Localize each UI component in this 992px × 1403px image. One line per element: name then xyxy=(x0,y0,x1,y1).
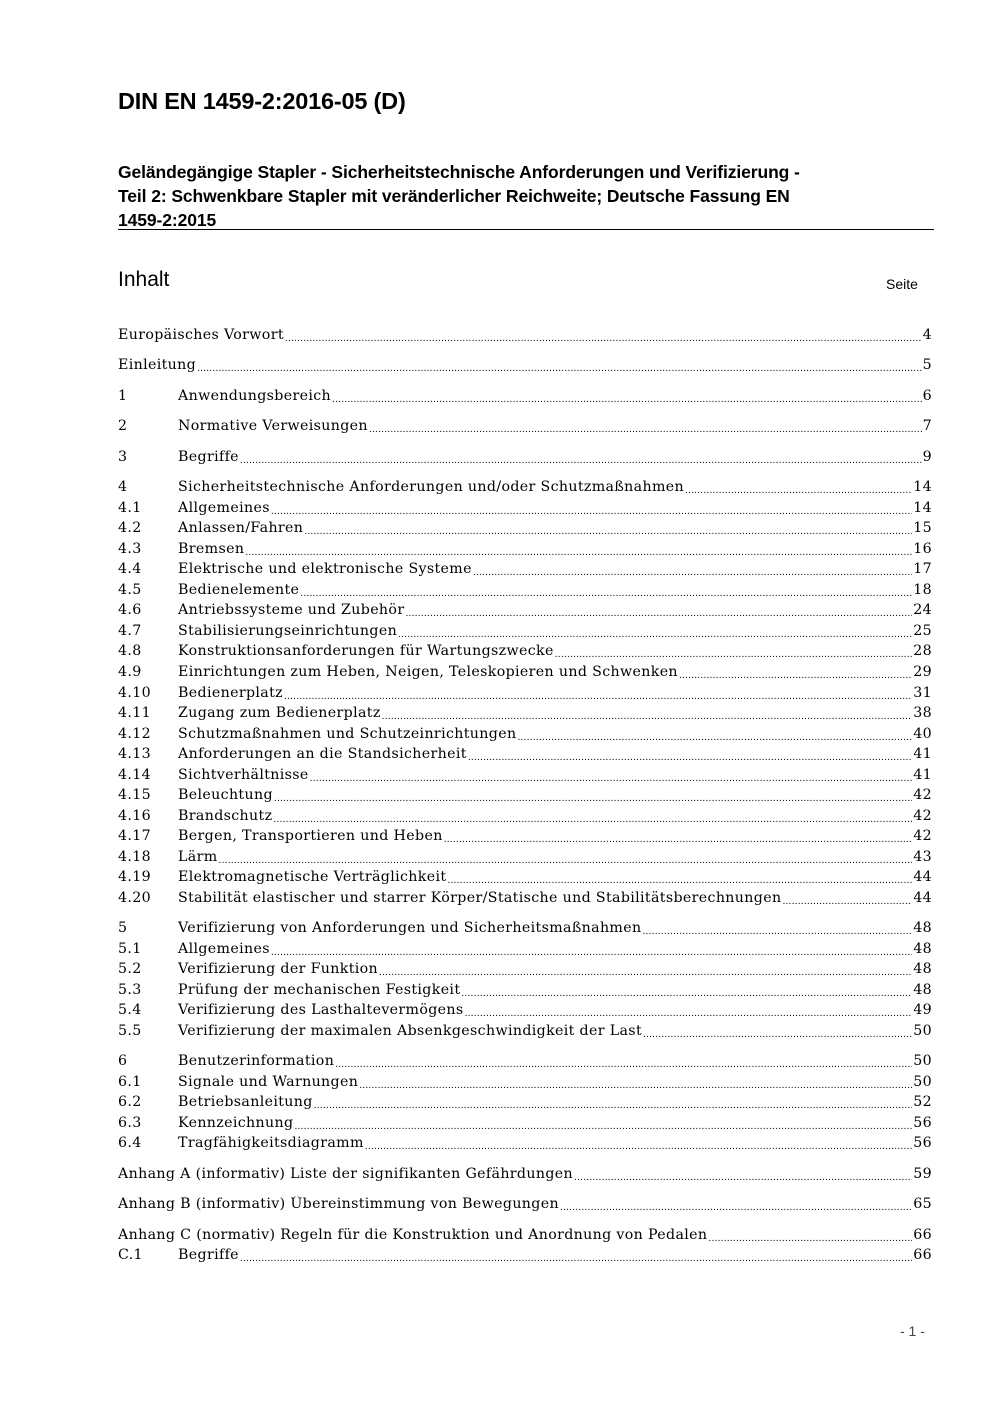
toc-dot-leader xyxy=(465,1004,913,1020)
toc-entry-title: Prüfung der mechanischen Festigkeit xyxy=(178,982,461,998)
toc-dot-leader xyxy=(461,984,912,1000)
toc-entry-title: Schutzmaßnahmen und Schutzeinrichtungen xyxy=(178,726,517,742)
toc-dot-leader xyxy=(708,1229,912,1245)
toc-entry-page: 42 xyxy=(913,787,932,803)
toc-entry[interactable] xyxy=(118,1227,932,1247)
toc-dot-leader xyxy=(679,666,912,682)
toc-entry-page: 43 xyxy=(913,849,932,865)
toc-entry-page: 29 xyxy=(913,664,932,680)
toc-entry-page: 9 xyxy=(922,449,932,465)
toc-entry[interactable] xyxy=(118,388,932,408)
toc-entry[interactable] xyxy=(118,828,932,848)
toc-dot-leader xyxy=(574,1168,912,1184)
toc-dot-leader xyxy=(398,625,912,641)
toc-entry-title: Betriebsanleitung xyxy=(178,1094,313,1110)
toc-entry-title: Bedienerplatz xyxy=(178,685,283,701)
toc-entry-number: 4.13 xyxy=(118,746,151,762)
document-title-line: 1459-2:2015 xyxy=(118,210,217,230)
toc-entry-page: 6 xyxy=(922,388,932,404)
toc-entry-title: Kennzeichnung xyxy=(178,1115,294,1131)
toc-dot-leader xyxy=(643,1025,912,1041)
toc-entry-page: 56 xyxy=(913,1135,932,1151)
toc-entry[interactable] xyxy=(118,1053,932,1073)
toc-dot-leader xyxy=(310,769,913,785)
toc-entry-title: Einleitung xyxy=(118,357,197,373)
toc-entry-title: Benutzerinformation xyxy=(178,1053,335,1069)
toc-entry-number: 6.4 xyxy=(118,1135,142,1151)
toc-entry[interactable] xyxy=(118,1166,932,1186)
toc-entry-page: 41 xyxy=(913,767,932,783)
toc-heading: Inhalt xyxy=(118,268,170,291)
toc-entry-number: 6.2 xyxy=(118,1094,142,1110)
toc-entry[interactable] xyxy=(118,920,932,940)
toc-dot-leader xyxy=(473,563,912,579)
toc-entry-title: Stabilität elastischer und starrer Körper/Statische und Stabilitätsberechnungen xyxy=(178,890,782,906)
toc-entry-title: Signale und Warnungen xyxy=(178,1074,359,1090)
toc-entry-title: Anhang B (informativ) Übereinstimmung von Bewegungen xyxy=(118,1196,559,1212)
toc-dot-leader xyxy=(555,645,912,661)
toc-dot-leader xyxy=(285,329,922,345)
toc-dot-leader xyxy=(468,748,912,764)
toc-dot-leader xyxy=(197,359,922,375)
footer-page-number: - 1 - xyxy=(900,1323,925,1339)
toc-page-column-label: Seite xyxy=(886,276,918,292)
toc-entry-title: Tragfähigkeitsdiagramm xyxy=(178,1135,364,1151)
toc-entry[interactable] xyxy=(118,767,932,787)
toc-entry-number: 4.8 xyxy=(118,643,142,659)
toc-entry-number: 4.9 xyxy=(118,664,142,680)
toc-entry[interactable] xyxy=(118,449,932,469)
toc-entry-title: Normative Verweisungen xyxy=(178,418,368,434)
toc-entry[interactable] xyxy=(118,961,932,981)
toc-dot-leader xyxy=(271,943,912,959)
toc-entry-page: 52 xyxy=(913,1094,932,1110)
toc-dot-leader xyxy=(517,728,912,744)
toc-dot-leader xyxy=(284,687,912,703)
toc-dot-leader xyxy=(685,481,912,497)
toc-entry[interactable] xyxy=(118,500,932,520)
toc-entry-page: 15 xyxy=(913,520,932,536)
toc-entry[interactable] xyxy=(118,1196,932,1216)
title-divider xyxy=(118,229,934,230)
toc-entry-title: Sicherheitstechnische Anforderungen und/oder Schutzmaßnahmen xyxy=(178,479,684,495)
toc-entry-page: 7 xyxy=(922,418,932,434)
toc-entry-page: 25 xyxy=(913,623,932,639)
toc-entry-number: 5.5 xyxy=(118,1023,142,1039)
toc-entry-number: 4.11 xyxy=(118,705,151,721)
toc-entry-number: 4.12 xyxy=(118,726,151,742)
toc-entry[interactable] xyxy=(118,1023,932,1043)
toc-entry-title: Antriebssysteme und Zubehör xyxy=(178,602,405,618)
toc-entry-page: 24 xyxy=(913,602,932,618)
toc-entry-title: Anhang A (informativ) Liste der signifikanten Gefährdungen xyxy=(118,1166,574,1182)
toc-dot-leader xyxy=(560,1198,912,1214)
toc-entry-page: 18 xyxy=(913,582,932,598)
toc-entry-number: 4.15 xyxy=(118,787,151,803)
toc-entry-page: 49 xyxy=(913,1002,932,1018)
toc-dot-leader xyxy=(274,789,912,805)
toc-entry-number: 2 xyxy=(118,418,128,434)
toc-entry-number: 4.10 xyxy=(118,685,151,701)
toc-dot-leader xyxy=(300,584,912,600)
toc-entry-page: 14 xyxy=(913,500,932,516)
toc-entry[interactable] xyxy=(118,941,932,961)
toc-entry-page: 14 xyxy=(913,479,932,495)
toc-entry-page: 28 xyxy=(913,643,932,659)
toc-entry[interactable] xyxy=(118,561,932,581)
toc-entry[interactable] xyxy=(118,1115,932,1135)
toc-entry[interactable] xyxy=(118,582,932,602)
toc-dot-leader xyxy=(240,1249,912,1265)
toc-entry-number: 4.1 xyxy=(118,500,142,516)
toc-entry-title: Beleuchtung xyxy=(178,787,273,803)
toc-dot-leader xyxy=(245,543,912,559)
toc-entry-page: 17 xyxy=(913,561,932,577)
toc-dot-leader xyxy=(219,851,913,867)
toc-dot-leader xyxy=(369,420,922,436)
toc-dot-leader xyxy=(444,830,913,846)
toc-entry-number: 5.1 xyxy=(118,941,142,957)
toc-entry-title: Brandschutz xyxy=(178,808,273,824)
toc-entry-title: Allgemeines xyxy=(178,500,270,516)
toc-entry[interactable] xyxy=(118,1135,932,1155)
toc-entry-number: 4.4 xyxy=(118,561,142,577)
toc-entry-title: Konstruktionsanforderungen für Wartungszwecke xyxy=(178,643,554,659)
toc-entry-number: 3 xyxy=(118,449,128,465)
toc-dot-leader xyxy=(314,1096,913,1112)
toc-entry-title: Anhang C (normativ) Regeln für die Konstruktion und Anordnung von Pedalen xyxy=(118,1227,708,1243)
toc-entry-title: Verifizierung der maximalen Absenkgeschwindigkeit der Last xyxy=(178,1023,642,1039)
toc-entry-page: 48 xyxy=(913,961,932,977)
toc-entry-title: Anforderungen an die Standsicherheit xyxy=(178,746,467,762)
toc-entry[interactable] xyxy=(118,479,932,499)
toc-entry-title: Bergen, Transportieren und Heben xyxy=(178,828,443,844)
toc-entry-title: Elektromagnetische Verträglichkeit xyxy=(178,869,447,885)
toc-entry-page: 4 xyxy=(922,327,932,343)
toc-entry-number: 4.20 xyxy=(118,890,151,906)
toc-entry-title: Lärm xyxy=(178,849,218,865)
toc-entry[interactable] xyxy=(118,849,932,869)
toc-entry[interactable] xyxy=(118,1002,932,1022)
toc-entry[interactable] xyxy=(118,327,932,347)
toc-entry-number: 4.7 xyxy=(118,623,142,639)
toc-entry[interactable] xyxy=(118,1074,932,1094)
toc-entry-title: Begriffe xyxy=(178,1247,239,1263)
toc-entry-page: 50 xyxy=(913,1074,932,1090)
toc-entry-number: 6.1 xyxy=(118,1074,142,1090)
toc-entry-title: Anlassen/Fahren xyxy=(178,520,304,536)
toc-entry-number: 6 xyxy=(118,1053,128,1069)
toc-entry[interactable] xyxy=(118,787,932,807)
toc-dot-leader xyxy=(332,390,922,406)
toc-entry-page: 41 xyxy=(913,746,932,762)
toc-entry-number: 4.5 xyxy=(118,582,142,598)
toc-entry[interactable] xyxy=(118,869,932,889)
toc-entry-page: 66 xyxy=(913,1227,932,1243)
toc-entry[interactable] xyxy=(118,890,932,910)
toc-entry[interactable] xyxy=(118,808,932,828)
toc-entry-number: 4.2 xyxy=(118,520,142,536)
toc-entry-title: Verifizierung des Lasthaltevermögens xyxy=(178,1002,464,1018)
toc-entry[interactable] xyxy=(118,1247,932,1267)
toc-dot-leader xyxy=(271,502,912,518)
toc-entry-title: Begriffe xyxy=(178,449,239,465)
toc-dot-leader xyxy=(782,892,912,908)
toc-dot-leader xyxy=(365,1137,912,1153)
toc-entry-page: 42 xyxy=(913,808,932,824)
toc-entry-number: 4.3 xyxy=(118,541,142,557)
toc-dot-leader xyxy=(294,1117,912,1133)
toc-dot-leader xyxy=(359,1076,912,1092)
toc-entry-title: Sichtverhältnisse xyxy=(178,767,309,783)
toc-entry-number: 4.14 xyxy=(118,767,151,783)
toc-dot-leader xyxy=(273,810,912,826)
toc-entry[interactable] xyxy=(118,418,932,438)
toc-entry-title: Europäisches Vorwort xyxy=(118,327,284,343)
toc-entry-number: 4.19 xyxy=(118,869,151,885)
toc-entry[interactable] xyxy=(118,1094,932,1114)
toc-entry-number: 4.6 xyxy=(118,602,142,618)
toc-entry-page: 44 xyxy=(913,869,932,885)
document-title xyxy=(118,160,938,232)
toc-entry[interactable] xyxy=(118,520,932,540)
toc-entry-title: Allgemeines xyxy=(178,941,270,957)
toc-entry-title: Einrichtungen zum Heben, Neigen, Teleskopieren und Schwenken xyxy=(178,664,678,680)
toc-entry-page: 50 xyxy=(913,1023,932,1039)
toc-entry[interactable] xyxy=(118,982,932,1002)
toc-entry-number: 1 xyxy=(118,388,128,404)
toc-entry-number: 6.3 xyxy=(118,1115,142,1131)
toc-entry-page: 42 xyxy=(913,828,932,844)
toc-entry-title: Verifizierung von Anforderungen und Sicherheitsmaßnahmen xyxy=(178,920,642,936)
toc-entry-number: C.1 xyxy=(118,1247,143,1263)
toc-entry-title: Stabilisierungseinrichtungen xyxy=(178,623,398,639)
toc-entry-page: 48 xyxy=(913,941,932,957)
document-title-line: Geländegängige Stapler - Sicherheitstechnische Anforderungen und Verifizierung - xyxy=(118,162,800,182)
toc-entry-number: 5.4 xyxy=(118,1002,142,1018)
toc-entry-number: 4.16 xyxy=(118,808,151,824)
toc-entry-page: 66 xyxy=(913,1247,932,1263)
toc-entry[interactable] xyxy=(118,664,932,684)
toc-entry[interactable] xyxy=(118,602,932,622)
toc-dot-leader xyxy=(642,922,912,938)
toc-entry-page: 31 xyxy=(913,685,932,701)
toc-entry-title: Anwendungsbereich xyxy=(178,388,332,404)
toc-entry-page: 48 xyxy=(913,982,932,998)
toc-entry[interactable] xyxy=(118,685,932,705)
document-title-line: Teil 2: Schwenkbare Stapler mit veränderlicher Reichweite; Deutsche Fassung EN xyxy=(118,186,790,206)
toc-entry[interactable] xyxy=(118,357,932,377)
toc-entry-title: Bedienelemente xyxy=(178,582,300,598)
toc-entry[interactable] xyxy=(118,541,932,561)
toc-entry-page: 59 xyxy=(913,1166,932,1182)
toc-entry-page: 56 xyxy=(913,1115,932,1131)
toc-dot-leader xyxy=(447,871,912,887)
toc-entry-number: 4.17 xyxy=(118,828,151,844)
toc-entry-number: 5 xyxy=(118,920,128,936)
toc-entry-page: 16 xyxy=(913,541,932,557)
toc-entry-title: Bremsen xyxy=(178,541,245,557)
toc-entry-title: Verifizierung der Funktion xyxy=(178,961,379,977)
toc-entry-title: Zugang zum Bedienerplatz xyxy=(178,705,381,721)
toc-dot-leader xyxy=(405,604,912,620)
toc-dot-leader xyxy=(240,451,922,467)
toc-entry-page: 65 xyxy=(913,1196,932,1212)
toc-entry-number: 5.3 xyxy=(118,982,142,998)
toc-entry-number: 4 xyxy=(118,479,128,495)
toc-entry-page: 44 xyxy=(913,890,932,906)
document-id: DIN EN 1459-2:2016-05 (D) xyxy=(118,88,406,114)
toc-entry[interactable] xyxy=(118,623,932,643)
toc-entry-title: Elektrische und elektronische Systeme xyxy=(178,561,472,577)
toc-dot-leader xyxy=(382,707,913,723)
toc-entry[interactable] xyxy=(118,705,932,725)
toc-dot-leader xyxy=(335,1055,912,1071)
toc-entry[interactable] xyxy=(118,643,932,663)
toc-entry[interactable] xyxy=(118,726,932,746)
toc-entry-number: 5.2 xyxy=(118,961,142,977)
toc-entry-page: 50 xyxy=(913,1053,932,1069)
toc-entry-number: 4.18 xyxy=(118,849,151,865)
toc-entry-page: 40 xyxy=(913,726,932,742)
toc-dot-leader xyxy=(304,522,912,538)
toc-entry-page: 38 xyxy=(913,705,932,721)
toc-dot-leader xyxy=(379,963,912,979)
toc-entry-page: 48 xyxy=(913,920,932,936)
toc-entry-page: 5 xyxy=(922,357,932,373)
toc-entry[interactable] xyxy=(118,746,932,766)
